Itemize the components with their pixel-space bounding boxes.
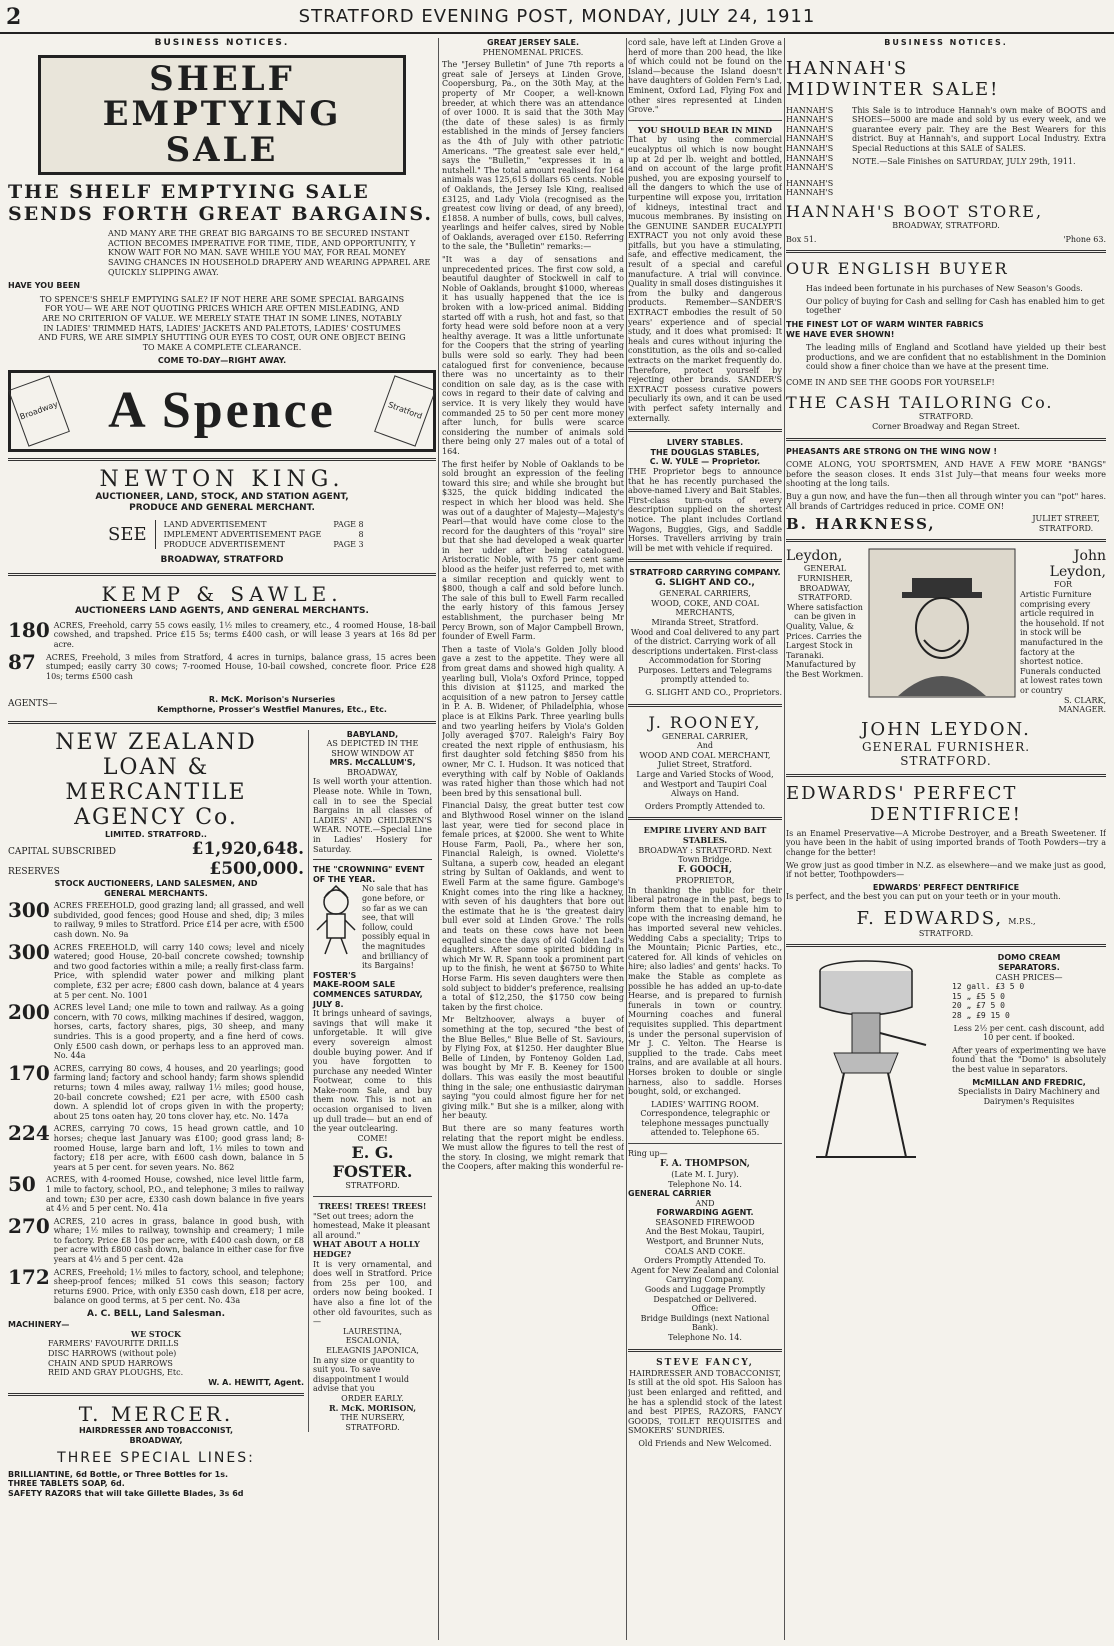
capital-label: CAPITAL SUBSCRIBED bbox=[8, 847, 116, 858]
finest-lot: THE FINEST LOT OF WARM WINTER FABRICS bbox=[786, 319, 984, 329]
nz-title-3: AGENCY Co. bbox=[74, 804, 238, 830]
jersey-paragraph: "It was a day of sensations and unprecedented prices. The first cow sold, a beautiful daughter of Stockwell in calf to Noble of Oaklands, brought $1000, whereas it has usually happened that the ice is broken with a low-priced animal. Bidding started off with a rush, hot and fast, so that forty head were sold before noon at a very healthy average. It was a little unfortunate for the Coopers that the string of yearling bulls were sold so early. They had been catalogued first for convenience, because there was no uncertainty as to their condition on sale day, as is the case with cows in regard to their date of calving and service. It is very likely they would have commanded 25 to 50 per cent more money after lunch, for bulls were scarce considering the number of animals sold there being only 27 males out of a total of 164. bbox=[442, 255, 624, 456]
listing-acres: 224 bbox=[8, 1121, 50, 1146]
leydon-left-5: Where satisfaction can be given in bbox=[787, 602, 863, 622]
steve-fancy-welcome: Old Friends and New Welcomed. bbox=[638, 1439, 772, 1448]
jersey-paragraph: The first heifer by Noble of Oaklands to be sold brought an expression of the feeling toward this sire; and while she brought but $325, the quick bidding indicated the respect in which her blood was held. She was out of a daughter of Majesty—Majesty's Pearl—that would have come close to the record for the daughters of this "royal" sire but that she had developed a weak quarter in her udder after being catalogued. Aristocratic Noble, with 75 per cent same blood as the heifer just referred to, met with a similar reception and quickly went to $800, though a calf and sold before lunch. The sale of this bull to Ewell Farm recalled the early history of this famous Jersey establishment, the purchaser being Mr Percy Brown, son of Major Campbell Brown, founder of Ewell Farm. bbox=[442, 459, 624, 642]
hewitt-agent: W. A. HEWITT, Agent. bbox=[208, 1377, 304, 1387]
leydon-right-1: John bbox=[1073, 548, 1106, 565]
sale-banner-text: SHELF EMPTYING SALE bbox=[102, 58, 342, 171]
listing bbox=[8, 1172, 304, 1214]
shelf-headline-2: SENDS FORTH GREAT BARGAINS. bbox=[8, 203, 434, 226]
listing-text: ACRES FREEHOLD, good grazing land; all grassed, and well subdivided, good fences; good House and shed, dip; 3 miles to railway, 9 miles to Stratford. Price £14 per acre, with £500 cash down. No. 9a bbox=[53, 901, 304, 940]
masthead bbox=[0, 0, 1114, 34]
harkness-address: JULIET STREET, STRATFORD. bbox=[1032, 514, 1100, 533]
thompson-forwarding: FORWARDING AGENT. bbox=[656, 1208, 754, 1218]
leydon-name: JOHN LEYDON. bbox=[861, 718, 1031, 740]
thompson-orders: Orders Promptly Attended To. bbox=[644, 1256, 766, 1266]
holly-text: It is very ornamental, and does well in Stratford. Price from 25s per 100, and orders now being booked. I have also a fine lot of the other old favourites, such as— bbox=[313, 1259, 432, 1327]
spence-logo-box bbox=[8, 370, 436, 452]
hannah-repeat: HANNAH'S bbox=[786, 163, 834, 173]
babyland-title: BABYLAND, bbox=[346, 729, 399, 739]
column-rule bbox=[438, 38, 439, 1640]
goods-luggage: Goods and Luggage Promptly Despatched or Delivered. bbox=[644, 1285, 766, 1304]
narrow-column bbox=[308, 730, 432, 1433]
see-row bbox=[164, 530, 364, 540]
listing-text: ACRES, 210 acres in grass, balance in good bush, with whare; 1½ miles to railway, township and creamery; 1 mile to factory. Price £8 10s per acre, with £400 cash down, or £8 per acre with £800 cash down, balance in either case for five years at 4½ and 5 per cent. 42a bbox=[53, 1216, 304, 1265]
machinery-item: REID AND GRAY PLOUGHS, Etc. bbox=[48, 1368, 184, 1378]
domo-cash: CASH PRICES— bbox=[995, 972, 1063, 982]
nz-loan-ad bbox=[8, 730, 308, 1499]
domo-seller: McMILLAN AND FREDRIC, bbox=[972, 1077, 1086, 1087]
leydon-right-3: FOR bbox=[1053, 580, 1073, 590]
nursery-address: THE NURSERY, STRATFORD. bbox=[340, 1413, 405, 1432]
leydon-right bbox=[1020, 548, 1106, 714]
machinery-item: DISC HARROWS (without pole) bbox=[48, 1349, 177, 1359]
douglas-stables: THE DOUGLAS STABLES, bbox=[650, 447, 760, 457]
rooney-and: And bbox=[696, 741, 714, 751]
listing-text: ACRES, carrying 70 cows, 15 head grown cattle, and 10 horses; cheque last January was £100; good grass land; 8-roomed House, large barn and loft, 1½ miles to town and factory; £18 per acre, with £600 cash down, balance in 5 years at 5 per cent. for seven years. No. 862 bbox=[53, 1124, 304, 1172]
crowning-block bbox=[313, 884, 432, 970]
foster-text: It brings unheard of savings, savings that will make it unforgetable. It will give every sovereign almost double buying power. And if you have forgotten to purchase any needed Winter Footwear, come to this Make-room Sale, and buy them now. This is not an occasion organised to liven up dull trade— but an end of the year outclearing. bbox=[313, 1009, 432, 1134]
hannah-text: This Sale is to introduce Hannah's own make of BOOTS and SHOES—5000 are made and sold by us every week, and we guarantee every pair. They are the Best Wearers for this district. Buy at Hannah's, and support Local Industry. Extra Special Reductions at this SALE of SALES. bbox=[852, 105, 1106, 153]
listing-acres: 180 bbox=[8, 617, 50, 642]
yule-proprietor: C. W. YULE — Proprietor. bbox=[649, 457, 761, 467]
listing-text: ACRES, Freehold, carry 55 cows easily, 1½ miles to creamery, etc., 4 roomed House, 18-bail cowshed, and trapshed. Price £15 5s; terms £400 cash, or will lease 3 years at 16s 8d per acre. bbox=[53, 620, 436, 649]
firewood-text: And the Best Mokau, Taupiri, Westport, and Brunner Nuts, bbox=[645, 1227, 765, 1247]
come-today: COME TO-DAY—RIGHT AWAY. bbox=[157, 356, 287, 366]
leydon-sub: GENERAL FURNISHER. bbox=[861, 739, 1031, 754]
reserves-value: £500,000. bbox=[209, 859, 304, 880]
hannah-body bbox=[786, 106, 1106, 198]
see-row-page: 8 bbox=[358, 530, 364, 540]
listing-text: ACRES, Freehold, 3 miles from Stratford, 4 acres in turnips, balance grass, 15 acres been stumped; easily carry 30 cows; 7-roomed House, 10-bail cowshed, concrete floor. Price £28 10s; terms £500 cash bbox=[46, 652, 436, 681]
edwards-text-1: Is an Enamel Preservative—A Microbe Destroyer, and a Breath Sweetener. If you have been in the habit of using imported brands of Tooth Powders—try a change for the better! bbox=[786, 828, 1106, 857]
edwards-sub: EDWARDS' PERFECT DENTRIFICE bbox=[872, 882, 1020, 892]
babyland-shop: MRS. McCALLUM'S, bbox=[329, 758, 416, 768]
leydon-left-6: Quality, Value, & Prices. Carries the Largest Stock in Taranaki. Manufactured by the Best Workmen. bbox=[786, 621, 864, 679]
jersey-heading: GREAT JERSEY SALE. bbox=[487, 38, 579, 47]
leydon-right-6: MANAGER. bbox=[1058, 705, 1106, 715]
edwards-text-3: Is perfect, and the best you can put on your teeth or in your mouth. bbox=[786, 892, 1061, 902]
newton-king-sub2: PRODUCE AND GENERAL MERCHANT. bbox=[129, 503, 315, 514]
harkness-name: B. HARKNESS, bbox=[786, 514, 936, 533]
nz-sub-2: GENERAL MERCHANTS. bbox=[104, 888, 208, 898]
mercer-line: SAFETY RAZORS that will take Gillette Blades, 3s 6d bbox=[8, 1488, 244, 1498]
newton-king-title: NEWTON KING. bbox=[99, 466, 345, 492]
listing-text: ACRES, with 4-roomed House, cowshed, nice level little farm, 1 mile to factory, school, P.O., and telephone; 3 miles to railway and town; £30 per acre, £330 cash down balance in five years at 4½ and 5 per cent. No. 41a bbox=[46, 1175, 304, 1214]
crowning-heading: THE "CROWNING" EVENT OF THE YEAR. bbox=[313, 865, 425, 884]
nz-reserves-row bbox=[8, 859, 304, 879]
nz-title-2: LOAN & MERCANTILE bbox=[65, 754, 247, 805]
see-row-page: PAGE 3 bbox=[333, 539, 364, 549]
crowning-text: No sale that has gone before, or so far as we can see, that will follow, could possibly equal in the magnitudes and brilliancy of its Bargains! bbox=[362, 884, 431, 971]
domo-paragraph: After years of experimenting we have found that the "Domo" is absolutely the best value in separators. bbox=[952, 1045, 1106, 1074]
gooch-proprietor: PROPRIETOR, bbox=[675, 876, 735, 886]
foster-address: STRATFORD. bbox=[345, 1181, 400, 1191]
hannah-phone: 'Phone 63. bbox=[1063, 234, 1106, 244]
mercer-address: BROADWAY, bbox=[129, 1436, 183, 1446]
thompson-name: F. A. THOMPSON, bbox=[660, 1158, 750, 1169]
slight-text: Wood and Coal delivered to any part of the district. Carrying work of all descriptions undertaken. First-class Accommodation for Storing Purposes. Letters and Telegrams promptly attended to. bbox=[630, 627, 780, 685]
agents-label: AGENTS— bbox=[8, 699, 58, 710]
domo-price: 12 gall. £3 5 0 bbox=[952, 982, 1025, 992]
morison-name: R. McK. MORISON, bbox=[328, 1402, 416, 1413]
pheasants-text-2: Buy a gun now, and have the fun—then all through winter you can "pot" hares. All brands of Cartridges reduced in price. COME ON! bbox=[786, 492, 1106, 511]
jersey-continued: cord sale, have left at Linden Grove a herd of more than 200 head, the like of which could not be found on the Island—because the Island doesn't have daughters of Golden Fern's Lad, Eminent, Oxford Lad, Flying Fox and other sires represented at Linden Grove." bbox=[628, 38, 782, 115]
leydon-left-1: Leydon, bbox=[786, 548, 843, 565]
listing-text: ACRES, Freehold; 1½ miles to factory, school, and telephone; sheep-proof fences; milked 51 cows this season; factory returns £900. Price, with only £350 cash down, £18 per acre, balance on good terms, at 5 per cent. No. 43a bbox=[53, 1267, 304, 1306]
domo-heading-1: DOMO CREAM bbox=[997, 953, 1061, 963]
listing-acres: 200 bbox=[8, 1000, 50, 1025]
jersey-paragraph: Mr Beltzhoover, always a buyer of something at the top, secured "the best of the Blue Belles," Blue Belle of St. Saviours, by Flying Fox, at $1250. Her daughter Blue Belle of Linden, by Fontenoy Golden Lad, was bought by Mr F. B. Keeney for 1500 dollars. This was easily the most beautiful thing in the sale; one enthusiastic dairyman saying "you could almost figure her for net giving milk." But she is a milker, along with her beauty. bbox=[442, 1015, 624, 1121]
telephone-14: Telephone No. 14. bbox=[668, 1333, 742, 1342]
thompson-and: AND bbox=[695, 1198, 715, 1208]
empire-address: BROADWAY : STRATFORD. Next Town Bridge. bbox=[638, 845, 772, 865]
jersey-paragraph: Financial Daisy, the great butter test cow and Blythwood Rosel winner on the island last year, were tied for second place in female prices, at $2000. She went to White House Farm, Paoli, Pa., where her son, Financial Raleigh, is owned. Violette's Sultana, a superb cow, headed an elegant string by Sultan of Oaklands, and went to Ewell Farm at the same figure. Gamboge's Knight comes into the ring like a hackney, with seven of his daughters that bore out the estimate that he is 'the greatest dairy bull ever sold at Linden Grove.' The rolls and teats on these cows have not been equalled since the days of old Golden Lad's daughters. After some spirited bidding in which Mr W. R. Spann took a prominent part up to the finish, he went at $6750 to White Horse Farm. His seven daughters were then sold subject to bidder's preference, realising a total of $12,250, the $1750 cow being taken by the first choice. bbox=[442, 801, 624, 1012]
rooney-sub: GENERAL CARRIER, bbox=[661, 731, 749, 741]
column-rule bbox=[784, 38, 785, 1640]
leydon-right-5: S. CLARK, bbox=[1063, 695, 1106, 705]
hannah-store: HANNAH'S BOOT STORE, bbox=[786, 201, 1044, 221]
domo-ad bbox=[786, 953, 1106, 1163]
agents-list bbox=[108, 695, 436, 714]
carrying-heading: STRATFORD CARRYING COMPANY. bbox=[629, 568, 781, 578]
mercer-line: THREE TABLETS SOAP, 6d. bbox=[8, 1479, 125, 1489]
hannah-repeat: HANNAH'S bbox=[786, 134, 834, 144]
plant-item: ESCALONIA, bbox=[345, 1336, 400, 1346]
office-label: Office: bbox=[691, 1304, 719, 1314]
steve-fancy-text: Is still at the old spot. His Saloon has just been enlarged and refitted, and he has a splendid stock of the latest and best PIPES, RAZORS, FANCY GOODS, TOILET REQUISITES and SMOKERS' SUNDRIES. bbox=[628, 1378, 782, 1436]
empire-heading: EMPIRE LIVERY AND BAIT STABLES. bbox=[643, 825, 767, 845]
hannah-address: BROADWAY, STRATFORD. bbox=[892, 220, 1000, 230]
machinery-label: MACHINERY— bbox=[8, 1320, 70, 1330]
domo-less: Less 2½ per cent. cash discount, add 10 per cent. if booked. bbox=[953, 1023, 1105, 1043]
rooney-wood: WOOD AND COAL MERCHANT, bbox=[639, 750, 771, 760]
edwards-heading-1: EDWARDS' PERFECT bbox=[786, 782, 1018, 804]
see-row bbox=[164, 520, 364, 530]
have-you-been: HAVE YOU BEEN bbox=[8, 281, 81, 291]
correspondence-text: Correspondence, telegraphic or telephone messages punctually attended to. Telephone 65. bbox=[640, 1109, 770, 1138]
sander-heading: YOU SHOULD BEAR IN MIND bbox=[637, 124, 773, 135]
slight-address: Miranda Street, Stratford. bbox=[651, 617, 759, 627]
nz-limited: LIMITED. STRATFORD.. bbox=[105, 829, 207, 839]
spence-stratford-tag: Stratford bbox=[374, 375, 436, 446]
newton-king-address: BROADWAY, STRATFORD bbox=[160, 555, 284, 566]
see-row-page: PAGE 8 bbox=[333, 520, 364, 530]
hannah-box-phone bbox=[786, 235, 1106, 245]
edwards-name: F. EDWARDS, bbox=[856, 907, 1004, 929]
plant-item: ELEAGNIS JAPONICA, bbox=[326, 1345, 419, 1355]
plant-item: LAURESTINA, bbox=[343, 1326, 402, 1336]
domo-text bbox=[952, 953, 1106, 1163]
hannah-repeat: HANNAH'S bbox=[786, 178, 834, 188]
domo-specialists: Specialists in Dairy Machinery and Dairymen's Requisites bbox=[957, 1087, 1101, 1106]
hannah-repeat: HANNAH'S bbox=[786, 115, 834, 125]
thompson-carrier: GENERAL CARRIER bbox=[628, 1189, 712, 1199]
leydon-right-2: Leydon, bbox=[1049, 564, 1106, 581]
shelf-headline-1: THE SHELF EMPTYING SALE bbox=[8, 181, 370, 204]
coals-coke: COALS AND COKE. bbox=[664, 1246, 746, 1256]
hannah-box: Box 51. bbox=[786, 234, 817, 244]
jersey-paragraph: But there are so many features worth relating that the report might be endless. We must allow the figures to tell the rest of the story. In closing, we might remark that the Coopers, after making this wonderful re- bbox=[442, 1123, 624, 1172]
hannah-note: NOTE.—Sale Finishes on SATURDAY, JULY 29th, 1911. bbox=[852, 156, 1076, 166]
listing-text: ACRES FREEHOLD, will carry 140 cows; level and nicely watered; good House, 20-bail concrete cowshed; township and two good factories within a mile; a really first-class farm. Price, with splendid water power and milking plant complete, £32 per acre; £800 cash down, balance at 4 years at 5 per cent. No. 1001 bbox=[53, 942, 304, 1000]
three-special-lines: THREE SPECIAL LINES: bbox=[57, 1449, 255, 1466]
hannah-repeat: HANNAH'S bbox=[786, 105, 834, 115]
pheasants-text-1: COME ALONG, YOU SPORTSMEN, AND HAVE A FEW MORE "BANGS" before the season closes. It ends 31st July—that means four weeks more shooting at the long tails. bbox=[786, 460, 1106, 489]
crowning-figure-illustration bbox=[313, 884, 359, 958]
edwards-text-2: We grow just as good timber in N.Z. as elsewhere—and we make just as good, if not better, Toothpowders— bbox=[786, 860, 1106, 880]
thompson-telephone: Telephone No. 14. bbox=[668, 1179, 742, 1189]
listing-acres: 300 bbox=[8, 939, 50, 964]
livery-heading: LIVERY STABLES. bbox=[666, 438, 744, 448]
listing-text: ACRES level Land; one mile to town and railway. As a going concern, with 70 cows, milking machines if desired, waggon, horses, carts, factory shares, pigs, 30 sheep, and many sundries. This is a good property, and a fine herd of cows. Only £500 cash down, or perhaps less to an approved man. No. 44a bbox=[53, 1003, 304, 1061]
babyland-address: BROADWAY, bbox=[347, 767, 398, 777]
leydon-ad bbox=[786, 548, 1106, 714]
capital-value: £1,920,648. bbox=[191, 839, 304, 860]
nz-title-1: NEW ZEALAND bbox=[55, 729, 257, 755]
slight-name: G. SLIGHT AND CO., bbox=[655, 577, 755, 588]
see-list bbox=[155, 520, 364, 549]
listing bbox=[8, 1000, 304, 1061]
listing-text: ACRES, carrying 80 cows, 4 houses, and 20 yearlings; good farming land; factory and school handy; farm shows splendid returns; town 4 miles away, railway 1½ miles; good house, 20-bail concrete cowshed; £21 per acre, with £500 cash down. A splendid lot of crops given in with the property; about 25 tons oaten hay, 20 tons clover hay, etc. No. 147a bbox=[53, 1063, 304, 1121]
sander-text: That by using the commercial eucalyptus oil which is now bought up at 2d per lb. weight and bottled, and on account of the large profit pushed, you are exposing yourself to all the dangers to which the use of turpentine will expose you, irritation of kidneys, intestinal tract and mucous membranes. By insisting on the GENUINE SANDER EUCALYPTI EXTRACT you not only avoid these pitfalls, but you have a stimulating, safe, and effective medicament, the result of a special and careful manufacture. A trial will convince. Quality in small doses distinguishes it from the bulky and dangerous products. Remember—SANDER'S EXTRACT embodies the result of 50 years' experience and of special study, and it does what promised: It heals and cures without injuring the constitution, as the oils and so-called extracts on the market frequently do. Therefore, protect yourself by rejecting other brands. SANDER'S EXTRACT possess curative powers peculiarly its own, and it can be used with perfect safety internally and externally. bbox=[628, 135, 782, 423]
we-stock: WE STOCK bbox=[131, 1328, 181, 1339]
newspaper-title: STRATFORD EVENING POST, MONDAY, JULY 24, 1911 bbox=[298, 6, 816, 27]
jersey-paragraph: Then a taste of Viola's Golden Jolly blood gave a zest to the appetite. They were all from great dams and showed high quality. A yearling bull, Viola's Oxford Prince, topped this division at $1125, and marked the acquisition of a new patron to Jersey cattle in P. A. B. Widener, of Philadelphia, whose place is at Elkins Park. Three yearling bulls and two yearling heifers by Viola's Golden Jolly averaged $707. Raleigh's Fairy Boy created the next ripple of enthusiasm, his first daughter sold fetching $850 from his owner, Mr C. I. Hudson. It was noticed that everything with calf by Noble of Oaklands was rated higher than those which had not been bred by this sensational bull. bbox=[442, 644, 624, 798]
listing bbox=[8, 898, 304, 940]
holly-heading: WHAT ABOUT A HOLLY HEDGE? bbox=[313, 1239, 420, 1259]
machinery-item: CHAIN AND SPUD HARROWS bbox=[48, 1358, 173, 1368]
buyer-text-2: Our policy of buying for Cash and selling for Cash has enabled him to get together bbox=[806, 296, 1105, 316]
hannah-text-block bbox=[852, 106, 1106, 198]
listing bbox=[8, 1060, 304, 1122]
bell-salesman: A. C. BELL, Land Salesman. bbox=[86, 1309, 226, 1320]
rooney-address: Juliet Street, Stratford. bbox=[657, 760, 753, 770]
listing-acres: 300 bbox=[8, 898, 50, 923]
edwards-mps: M.P.S., bbox=[1008, 916, 1036, 926]
listing-acres: 270 bbox=[8, 1213, 50, 1238]
hannah-repeat: HANNAH'S bbox=[786, 153, 834, 163]
see-row-label: LAND ADVERTISEMENT bbox=[163, 520, 267, 530]
jersey-subheading: PHENOMENAL PRICES. bbox=[482, 47, 584, 57]
column-rule bbox=[626, 38, 627, 1640]
agent-nz: Agent for New Zealand and Colonial Carrying Company. bbox=[631, 1265, 779, 1285]
seasoned-firewood: SEASONED FIREWOOD bbox=[655, 1217, 755, 1227]
listing-acres: 172 bbox=[8, 1264, 50, 1289]
see-label: SEE bbox=[108, 524, 147, 546]
column-2 bbox=[442, 38, 624, 1640]
cash-tailoring-sub: STRATFORD. bbox=[918, 412, 974, 422]
agents-row bbox=[8, 695, 436, 714]
shelf-sale-banner bbox=[38, 55, 406, 175]
gooch-text: In thanking the public for their liberal patronage in the past, begs to inform them that to enable him to cope with the increasing demand, he has imported several new vehicles. Wedding Cabs a speciality; Trips to the Mountain; Picnic Parties, etc., catered for. All kinds of vehicles on hire; also ladies' and gents' hacks. To make the Stable as complete as possible he has added an up-to-date Hearse, and is prepared to furnish funerals in town or country. Mourning coaches and funeral requisites supplied. This department is under the personal supervision of Mr J. C. Yelton. The Hearse is supplied to the trade. Cabs meet trains, and are available at all hours. Horses broken to double or single harness, also to saddle. Horses bought, sold, or exchanged. bbox=[628, 885, 782, 1097]
leydon-portrait-illustration bbox=[868, 548, 1016, 698]
thompson-late: (Late M. I. Jury). bbox=[671, 1169, 739, 1179]
listing-acres: 87 bbox=[8, 649, 36, 674]
mercer-line: BRILLIANTINE, 6d Bottle, or Three Bottles for 1s. bbox=[8, 1469, 229, 1479]
edwards-address: STRATFORD. bbox=[918, 928, 974, 938]
separator-machine-illustration bbox=[786, 953, 946, 1163]
see-row bbox=[164, 540, 364, 550]
kemp-sawle-title: KEMP & SAWLE. bbox=[101, 581, 343, 606]
listing bbox=[8, 1264, 304, 1306]
rooney-orders: Orders Promptly Attended to. bbox=[644, 801, 766, 811]
ladies-waiting-room: LADIES' WAITING ROOM. bbox=[651, 1099, 759, 1109]
listing bbox=[8, 1121, 304, 1172]
commences-label: COMMENCES SATURDAY, JULY 8. bbox=[313, 989, 423, 1009]
see-row-label: IMPLEMENT ADVERTISEMENT PAGE bbox=[163, 530, 322, 540]
slight-sub: GENERAL CARRIERS, bbox=[659, 589, 751, 599]
agent-1: R. McK. Morison's Nurseries bbox=[208, 695, 336, 705]
hannah-repeat: HANNAH'S bbox=[786, 124, 834, 134]
we-have-shown: WE HAVE EVER SHOWN! bbox=[786, 329, 895, 339]
spence-logo: A Spence bbox=[108, 382, 336, 440]
trees-heading: TREES! TREES! TREES! bbox=[318, 1201, 427, 1212]
agent-2: Kempthorne, Prosser's Westfiel Manures, Etc., Etc. bbox=[157, 704, 387, 714]
kemp-sawle-sub: AUCTIONEERS LAND AGENTS, AND GENERAL MERCHANTS. bbox=[75, 605, 369, 616]
domo-price: 20 „ £7 5 0 bbox=[952, 1001, 1005, 1011]
hannah-repeat: HANNAH'S bbox=[786, 143, 834, 153]
leydon-address: STRATFORD. bbox=[900, 753, 992, 768]
come-in-see: COME IN AND SEE THE GOODS FOR YOURSELF! bbox=[786, 377, 995, 387]
hannah-heading-2: MIDWINTER SALE! bbox=[786, 78, 1000, 100]
edwards-name-row bbox=[786, 908, 1106, 929]
leydon-left-3: BROADWAY, bbox=[799, 583, 851, 593]
business-notices-heading: BUSINESS NOTICES. bbox=[154, 38, 290, 48]
domo-heading-2: SEPARATORS. bbox=[998, 963, 1060, 973]
fosters-label: FOSTER'S bbox=[313, 970, 357, 980]
leydon-left-2: GENERAL FURNISHER, bbox=[797, 564, 853, 583]
jersey-paragraph: The "Jersey Bulletin" of June 7th reports a great sale of Jerseys at Linden Grove, Coopersburg, Pa., on the 30th May, at the property of Mr Cooper, a well-known breeder, at which there was an attendance of over 1000. It is said that the 30th May (the date of these sales) is as firmly established in the minds of Jersey fanciers as the 4th of July with other patriotic Americans. "The greatest sale ever held," says the "Bulletin," "expresses it in a nutshell." The total amount realised for 164 animals was 125,615 dollars 65 cents. Noble of Oaklands, the Jersey Isle King, realised £3125, and Lady Viola (recognised as the greatest cow living or dead, of any breed), £1858. A number of bulls, cows, bull calves, yearlings and heifer calves, sired by Noble of Oaklands, averaged over £150. Referring to the sale, the "Bulletin" remarks:— bbox=[442, 60, 624, 252]
leydon-right-4: Artistic Furniture comprising every article required in the household. If not in stock will be manufactured in the factory at the shortest notice. Funerals conducted at lowest rates town or country bbox=[1020, 590, 1105, 695]
buyer-text-1: Has indeed been fortunate in his purchases of New Season's Goods. bbox=[806, 284, 1083, 294]
listing-acres: 50 bbox=[8, 1172, 36, 1197]
hannah-repeat-list bbox=[786, 106, 846, 198]
reserves-label: RESERVES bbox=[8, 867, 60, 878]
listing bbox=[8, 649, 436, 682]
mercer-title: T. MERCER. bbox=[78, 1402, 234, 1427]
office-address: Bridge Buildings (next National Bank). bbox=[640, 1313, 770, 1333]
any-quantity-text: In any size or quantity to suit you. To save disappointment I would advise that you bbox=[313, 1355, 415, 1394]
rooney-name: J. ROONEY, bbox=[648, 712, 762, 732]
slight-wood: WOOD, COKE, AND COAL MERCHANTS, bbox=[651, 598, 759, 618]
business-notices-heading: BUSINESS NOTICES. bbox=[884, 38, 1008, 47]
nz-capital-row bbox=[8, 839, 304, 859]
newton-king-sub1: AUCTIONEER, LAND, STOCK, AND STATION AGENT, bbox=[95, 491, 349, 502]
cash-tailoring-heading: THE CASH TAILORING Co. bbox=[786, 393, 1054, 413]
shelf-paragraph-2: TO SPENCE'S SHELF EMPTYING SALE? IF NOT HERE ARE SOME SPECIAL BARGAINS FOR YOU— WE ARE NOT QUOTING PRICES WHICH ARE OFTEN MISLEADING, AND ARE NO CRITERION OF VALUE. WE MERELY STATE THAT IN SOME LINES, NOTABLY IN LADIES' TRIMMED HATS, LADIES' JACKETS AND PALETOTS, LADIES' COSTUMES AND FURS, WE ARE SIMPLY SHUTTING OUR EYES TO COST, OUR ONE OBJECT BEING TO MAKE A COMPLETE CLEARANCE. bbox=[38, 294, 406, 352]
column-4 bbox=[786, 38, 1106, 1640]
leydon-left bbox=[786, 548, 864, 714]
listing bbox=[8, 1213, 304, 1265]
cash-tailoring-address: Corner Broadway and Regan Street. bbox=[872, 422, 1020, 432]
steve-fancy-sub: HAIRDRESSER AND TOBACCONIST, bbox=[629, 1368, 781, 1378]
order-early: ORDER EARLY. bbox=[341, 1393, 404, 1403]
shelf-paragraph-1: AND MANY ARE THE GREAT BIG BARGAINS TO BE SECURED INSTANT ACTION BECOMES IMPERATIVE FOR TIME, TIDE, AND OPPORTUNITY, Y KNOW WAIT FOR NO MAN. SAVE WHILE YOU MAY, FOR REAL MONEY SAVING CHANCES IN HOUSEHOLD DRAPERY AND WEARING APPAREL ARE QUICKLY SLIPPING AWAY. bbox=[108, 229, 431, 277]
column-3 bbox=[628, 38, 782, 1640]
column-1 bbox=[8, 38, 436, 1640]
gooch-name: F. GOOCH, bbox=[678, 864, 732, 875]
domo-price: 15 „ £5 5 0 bbox=[952, 991, 1005, 1001]
babyland-sub: AS DEPICTED IN THE SHOW WINDOW AT bbox=[326, 739, 419, 758]
mercer-sub: HAIRDRESSER AND TOBACCONIST, bbox=[78, 1426, 234, 1436]
listing bbox=[8, 939, 304, 1001]
slight-signature: G. SLIGHT AND CO., Proprietors. bbox=[645, 688, 782, 698]
yule-text: THE Proprietor begs to announce that he has recently purchased the above-named Livery and Bait Stables. First-class turn-outs of every description supplied on the shortest notice. The plant includes Cortland Wagons, Buggies, Gigs, and Saddle Horses. Travellers arriving by train will be met with vehicle if required. bbox=[628, 466, 782, 553]
come-label: COME! bbox=[357, 1133, 388, 1143]
newton-king-see-box bbox=[108, 520, 436, 549]
edwards-heading-2: DENTIFRICE! bbox=[870, 803, 1022, 825]
harkness-row bbox=[786, 514, 1106, 533]
buyer-text-3: The leading mills of England and Scotland have yielded up their best productions, and we are confident that no establishment in the Dominion could show a finer choice than we have at the present time. bbox=[806, 343, 1106, 372]
nz-sub-1: STOCK AUCTIONEERS, LAND SALESMEN, AND bbox=[54, 879, 258, 889]
english-buyer-heading: OUR ENGLISH BUYER bbox=[786, 259, 1009, 279]
makeroom-label: MAKE-ROOM SALE bbox=[313, 980, 396, 990]
listing bbox=[8, 617, 436, 650]
machinery-item: FARMERS' FAVOURITE DRILLS bbox=[48, 1339, 179, 1349]
hannah-repeat: HANNAH'S bbox=[786, 188, 834, 198]
trees-text: "Set out trees; adorn the homestead, Make it pleasant all around." bbox=[313, 1211, 431, 1240]
leydon-left-4: STRATFORD. bbox=[797, 593, 853, 603]
page-number: 2 bbox=[6, 4, 22, 30]
domo-price: 28 „ £9 15 0 bbox=[952, 1011, 1010, 1021]
hannah-heading-1: HANNAH'S bbox=[786, 57, 909, 79]
steve-fancy-name: STEVE FANCY, bbox=[656, 1357, 754, 1368]
foster-name: E. G. FOSTER. bbox=[332, 1143, 413, 1182]
ring-up: Ring up— bbox=[628, 1149, 668, 1159]
see-row-label: PRODUCE ADVERTISEMENT bbox=[163, 539, 285, 549]
rooney-text: Large and Varied Stocks of Wood, and Westport and Taupiri Coal Always on Hand. bbox=[636, 770, 774, 799]
listing-acres: 170 bbox=[8, 1060, 50, 1085]
spence-broadway-tag: Broadway bbox=[8, 375, 70, 446]
babyland-text: Is well worth your attention. Please note. While in Town, call in to see the Special Bargains in all classes of LADIES' AND CHILDREN'S WEAR. NOTE.—Special Line in Ladies' Hosiery for Saturday. bbox=[313, 777, 432, 854]
pheasants-heading: PHEASANTS ARE STRONG ON THE WING NOW ! bbox=[786, 446, 997, 456]
